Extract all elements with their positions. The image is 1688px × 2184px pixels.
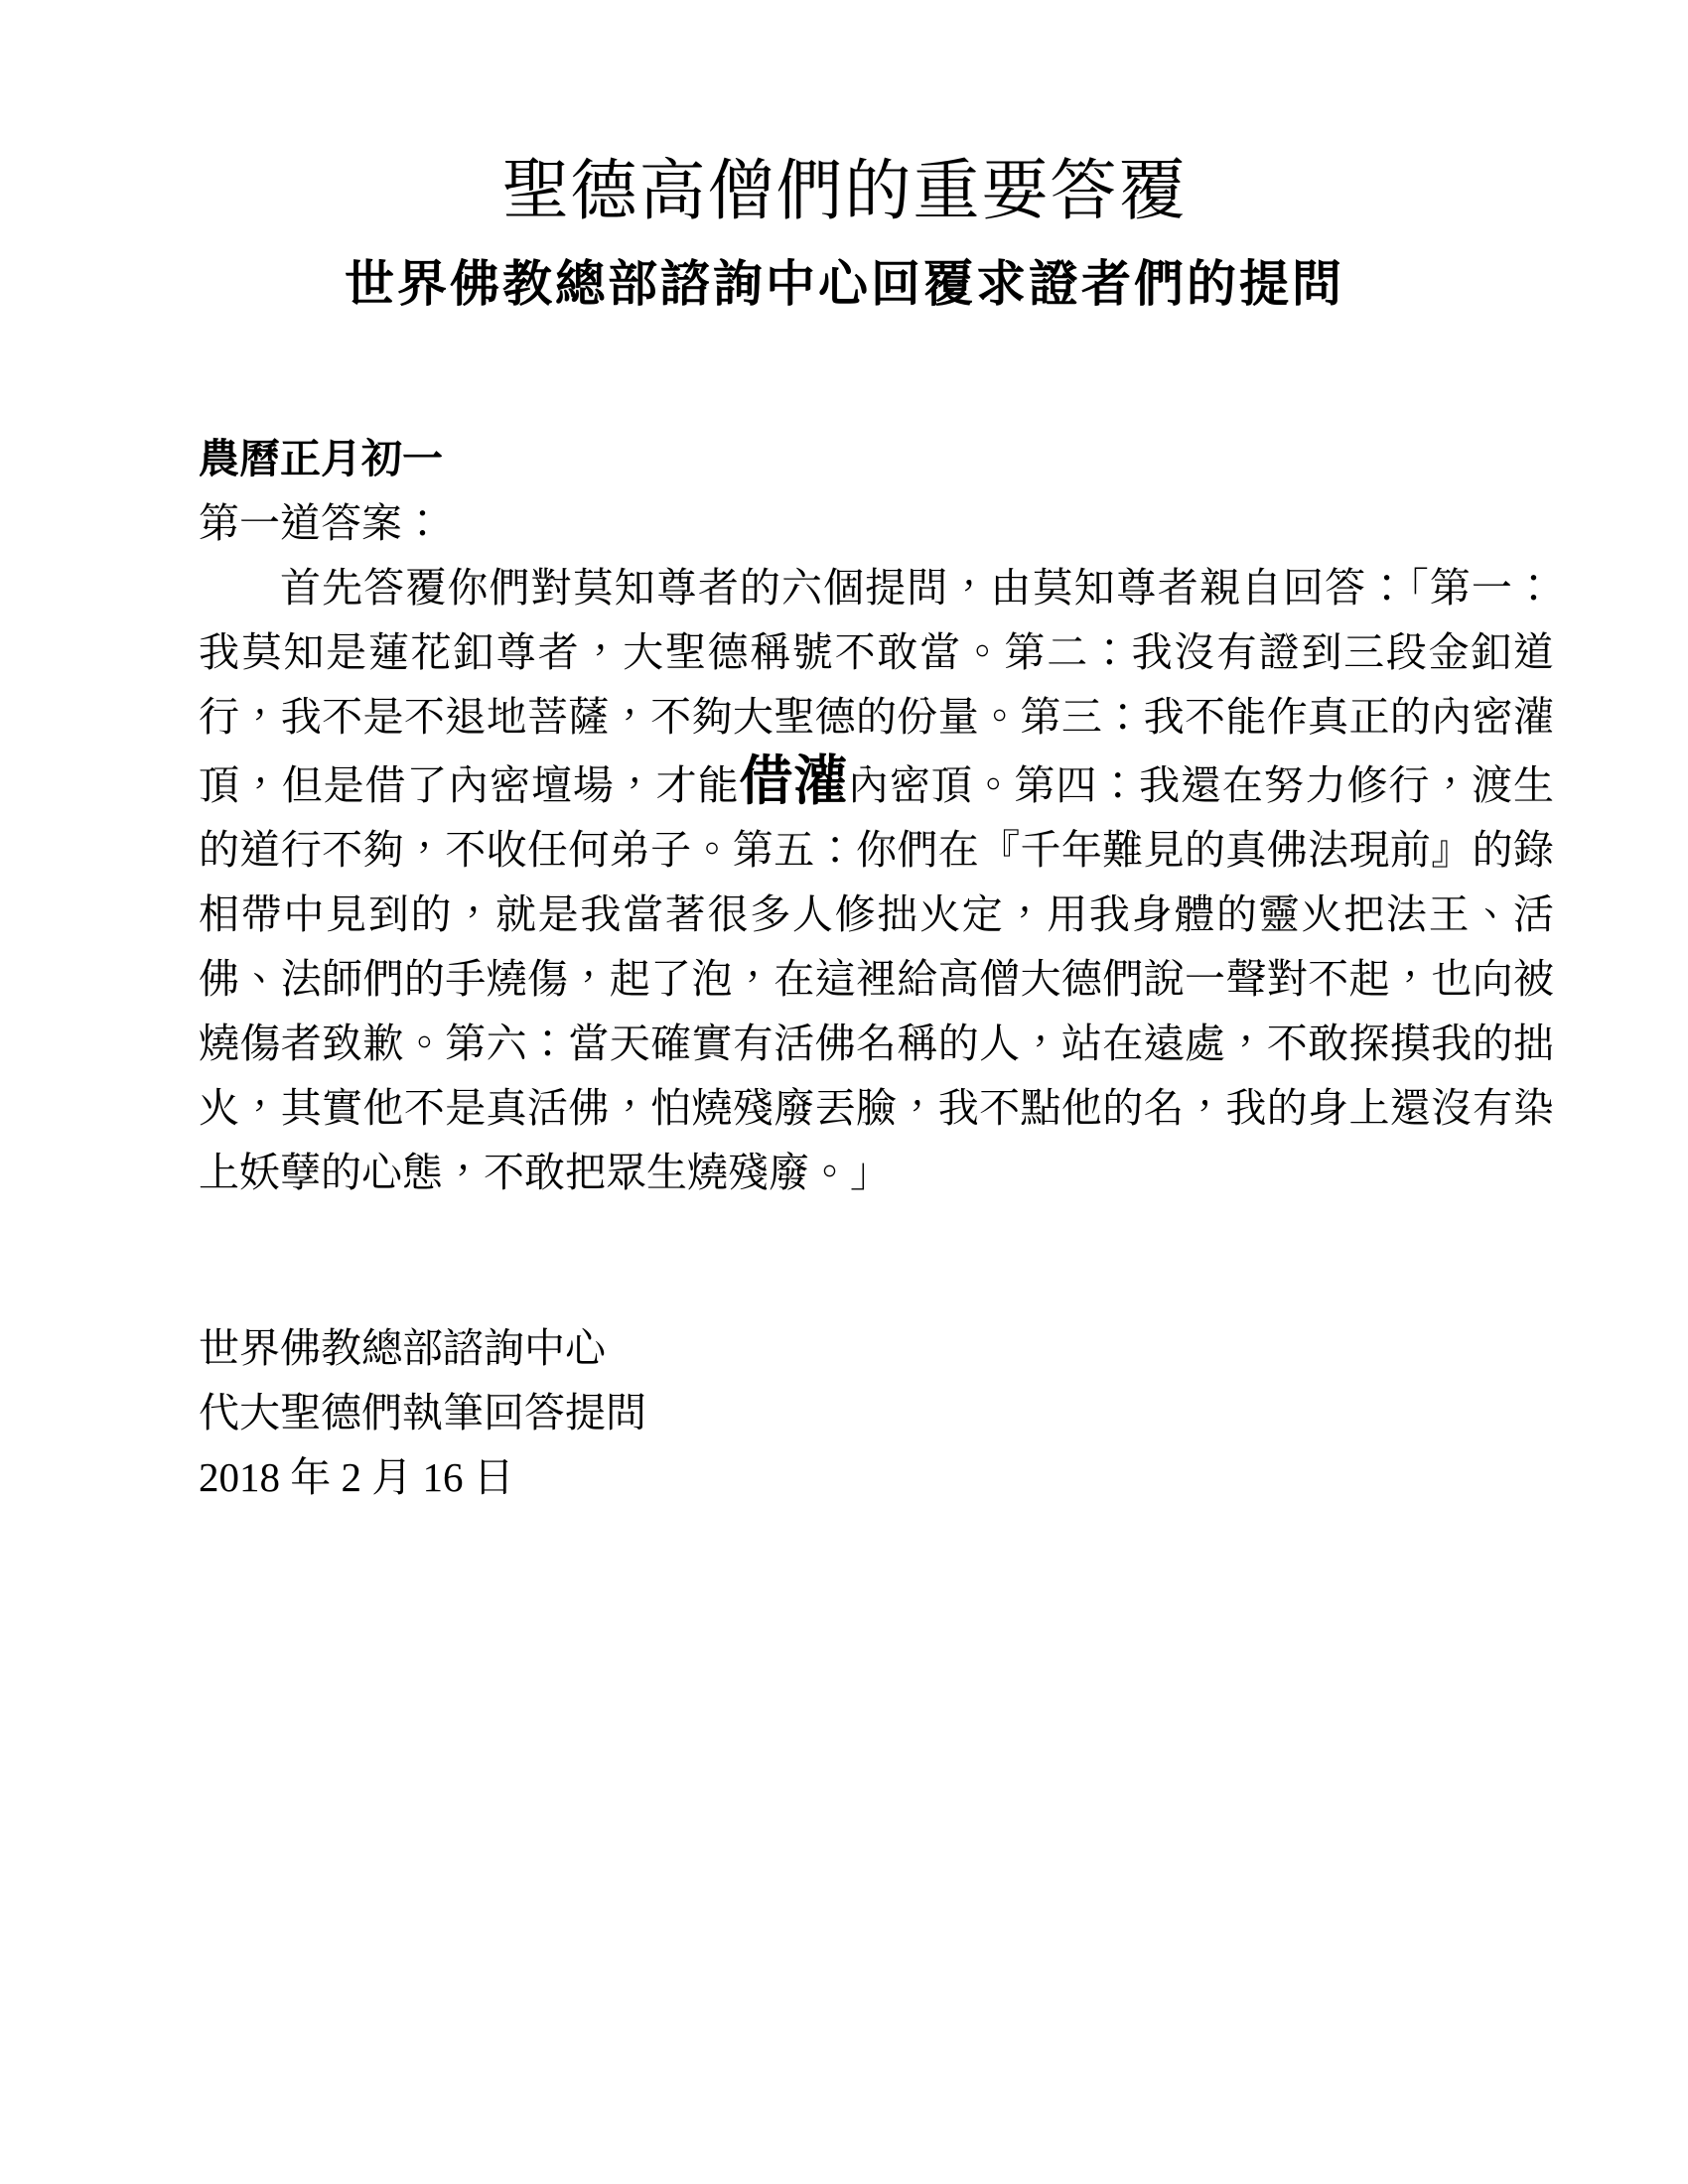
- answer-paragraph: [199, 556, 1554, 1205]
- signature-date: 2018 年 2 月 16 日: [199, 1454, 514, 1500]
- document-header: [167, 149, 1522, 316]
- answer-text-part2: 內密頂。第四：我還在努力修行，渡生的道行不夠，不收任何弟子。第五：你們在『千年難見的真佛法現前』的錄相帶中見到的，就是我當著很多人修拙火定，用我身體的靈火把法王、活佛、法師們的手燒傷，起了泡，在這裡給高僧大德們說一聲對不起，也向被燒傷者致歉。第六：當天確實有活佛名稱的人，站在遠處，不敢探摸我的拙火，其實他不是真活佛，怕燒殘廢丟臉，我不點他的名，我的身上還沒有染上妖孽的心態，不敢把眾生燒殘廢。」: [199, 762, 1555, 1195]
- signature-block: [199, 1316, 1554, 1510]
- document-body: [199, 427, 1554, 1205]
- document-subtitle: 世界佛教總部諮詢中心回覆求證者們的提問: [345, 256, 1344, 312]
- signature-organization: 世界佛教總部諮詢中心: [199, 1325, 606, 1371]
- answer-emphasized-term: 借灌: [739, 751, 849, 811]
- answer-text-part1: 首先答覆你們對莫知尊者的六個提問，由莫知尊者親自回答：「第一：我莫知是蓮花釦尊者，大聖德稱號不敢當。第二：我沒有證到三段金釦道行，我不是不退地菩薩，不夠大聖德的份量。第三：我不能作真正的內密灌頂，但是借了內密壇場，才能: [199, 565, 1554, 808]
- signature-role: 代大聖德們執筆回答提問: [199, 1390, 646, 1435]
- lunar-date-heading: 農曆正月初一: [199, 436, 443, 481]
- document-title: 聖德高僧們的重要答覆: [501, 155, 1188, 228]
- answer-number-label: 第一道答案：: [199, 500, 443, 546]
